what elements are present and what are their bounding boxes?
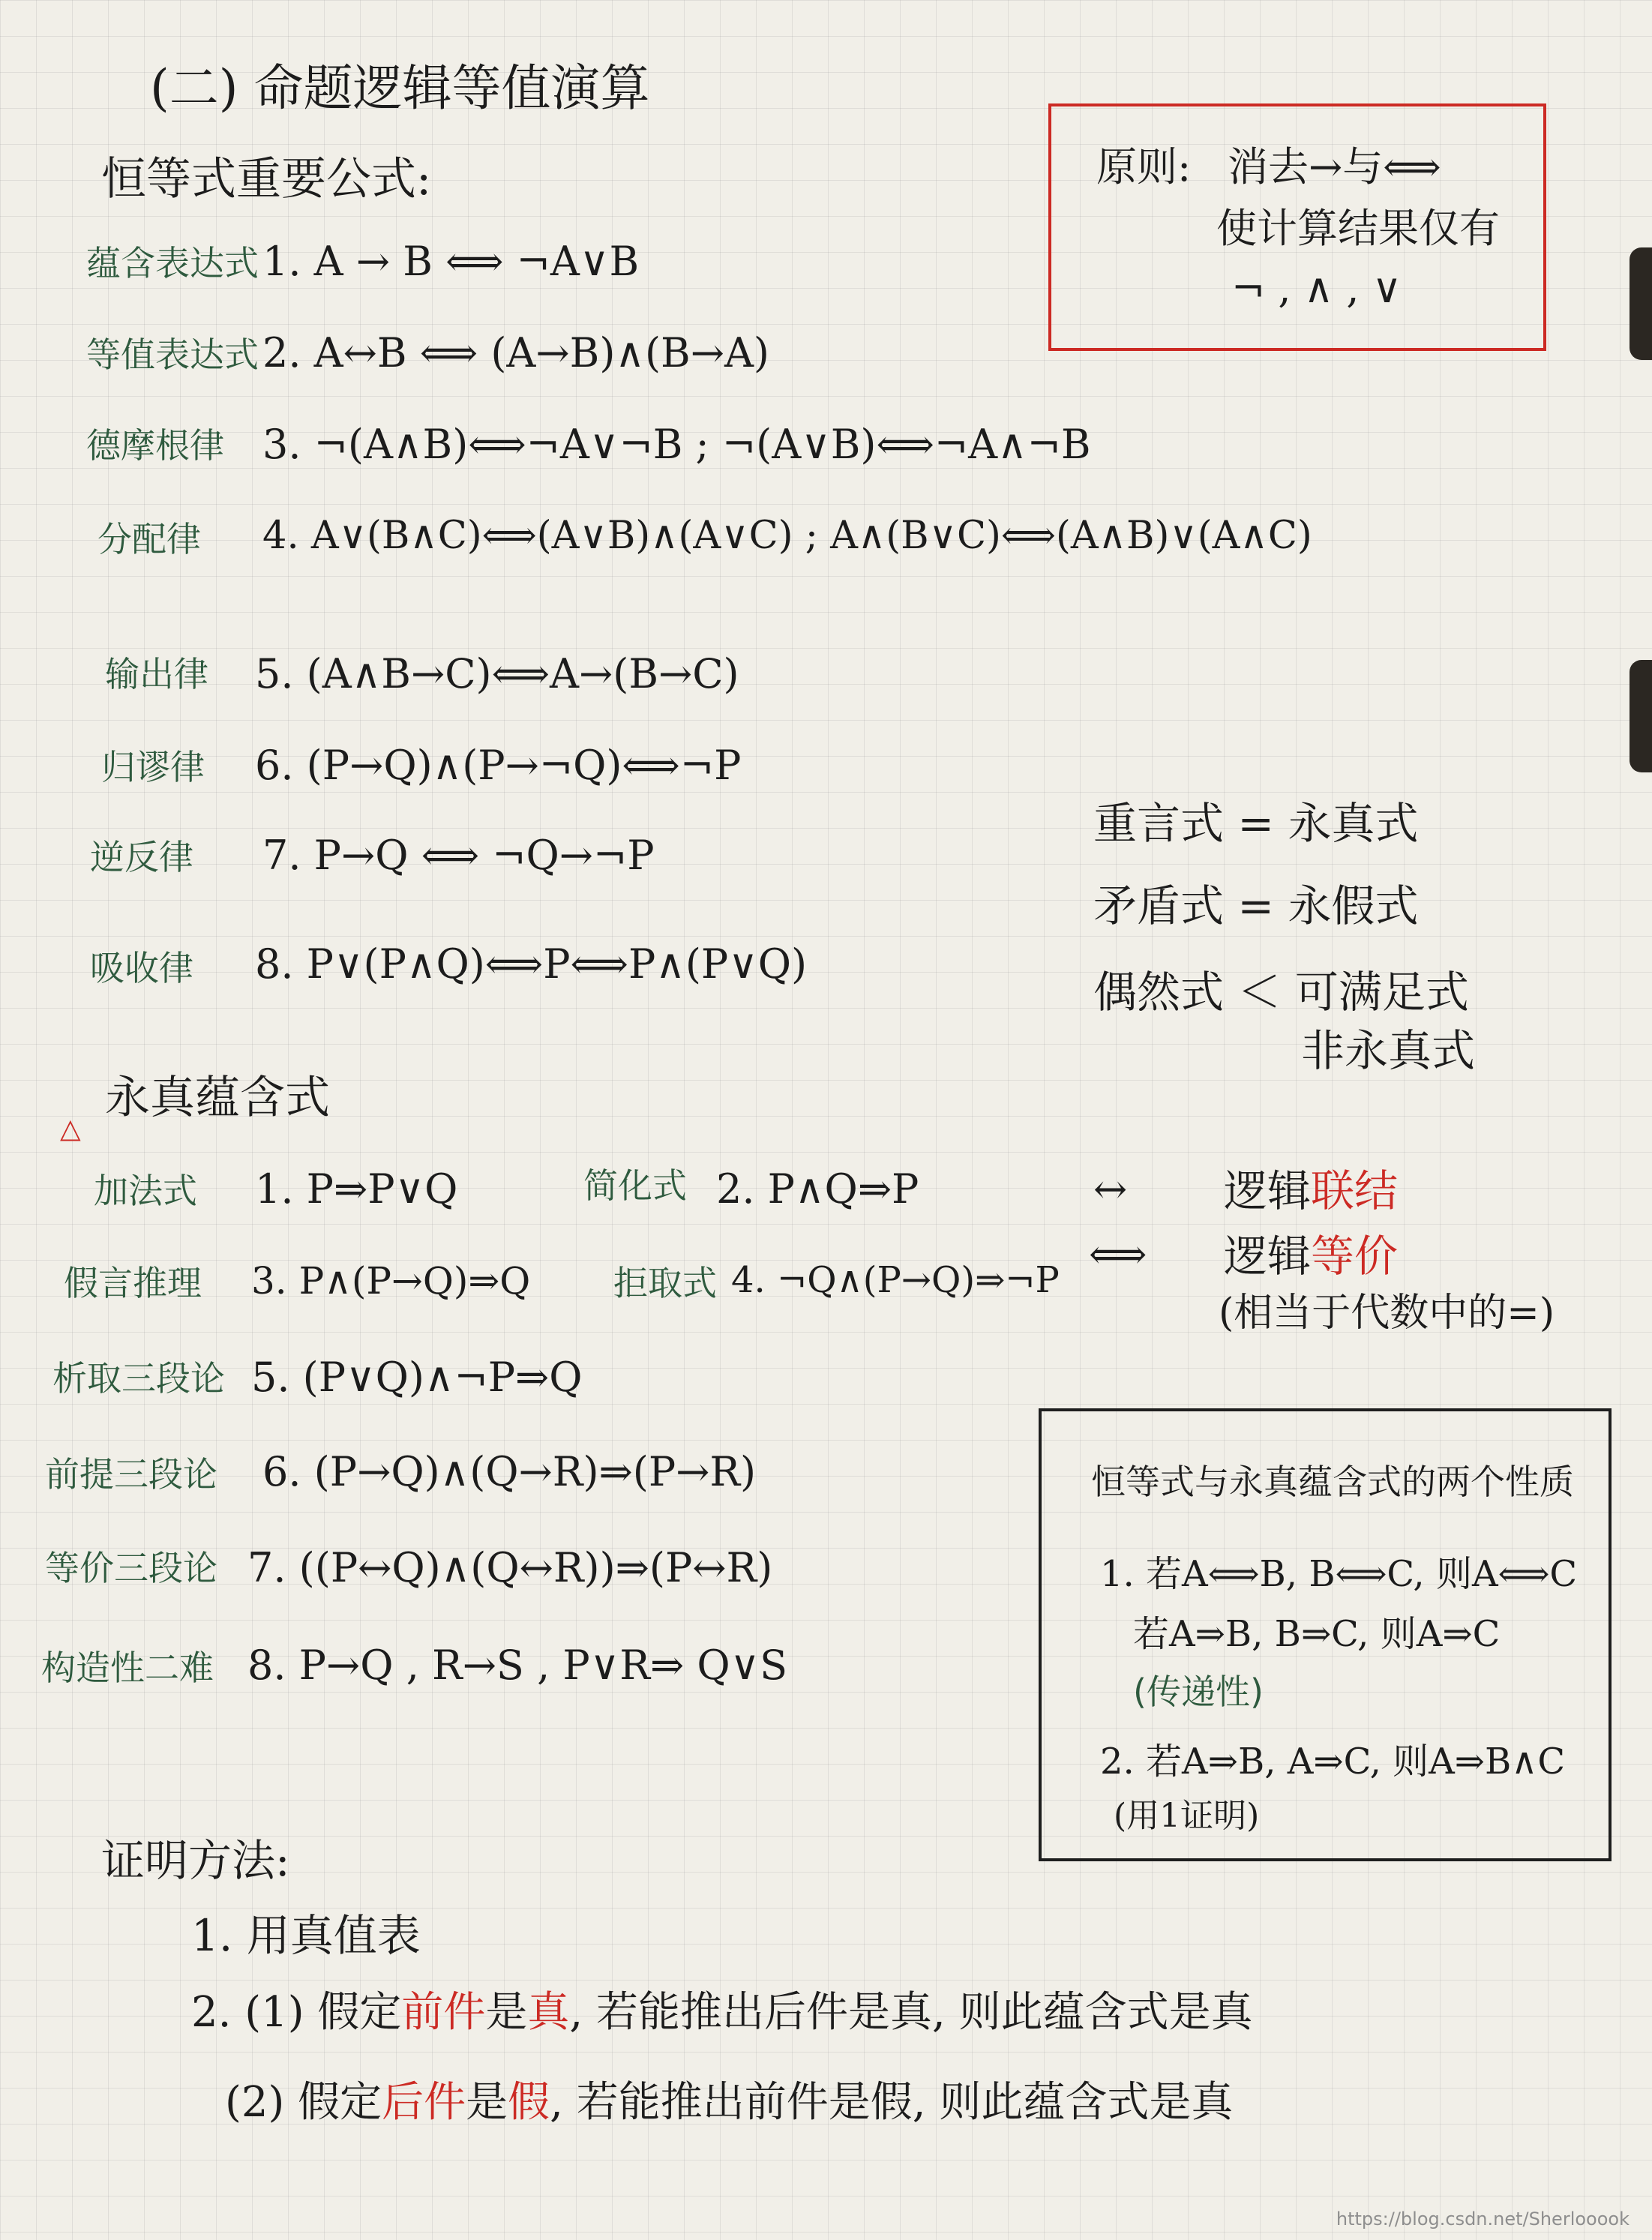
properties-title: 恒等式与永真蕴含式的两个性质	[1091, 1462, 1574, 1502]
property-line: 1. 若A⟺B, B⟺C, 则A⟺C	[1100, 1553, 1578, 1595]
equivalence-name: 输出律	[105, 654, 208, 694]
equivalence-formula: 5. (A∧B→C)⟺A→(B→C)	[255, 650, 739, 697]
implication-name: 加法式	[94, 1171, 197, 1211]
proof-highlight: 真	[527, 1988, 570, 2037]
connective-note	[1224, 1166, 1398, 1216]
proof-text: 是	[485, 1988, 528, 2037]
proof-methods-heading: 证明方法:	[101, 1835, 290, 1886]
triangle-mark: △	[60, 1114, 81, 1144]
property-note: (传递性)	[1133, 1672, 1264, 1712]
proof-highlight: 前件	[401, 1988, 486, 2037]
proof-method-1: 1. 用真值表	[191, 1910, 421, 1961]
implication-name: 拒取式	[613, 1263, 717, 1303]
formula-type-contingent: 偶然式 ＜ 可满足式	[1093, 967, 1469, 1018]
property-line: 若A⇒B, B⇒C, 则A⇒C	[1133, 1613, 1501, 1655]
connective-symbol: ⟺	[1089, 1231, 1147, 1278]
connective-note-text: 逻辑	[1224, 1165, 1312, 1216]
equivalence-formula: 8. P∨(P∧Q)⟺P⟺P∧(P∨Q)	[255, 940, 808, 988]
connective-symbol: ↔	[1093, 1165, 1128, 1213]
equivalence-name: 吸收律	[90, 948, 193, 988]
equivalence-name: 分配律	[97, 519, 201, 559]
connective-note-text: 逻辑	[1224, 1231, 1312, 1282]
formula-type-tautology: 重言式 = 永真式	[1093, 798, 1419, 849]
properties-box	[1039, 1408, 1612, 1861]
implication-name: 前提三段论	[45, 1454, 217, 1495]
implication-formula: 5. (P∨Q)∧¬P⇒Q	[251, 1354, 583, 1401]
implication-formula: 1. P⇒P∨Q	[255, 1165, 458, 1213]
principle-line3: ¬ , ∧ , ∨	[1231, 265, 1402, 312]
implication-formula: 7. ((P↔Q)∧(Q↔R))⇒(P↔R)	[247, 1544, 773, 1591]
implication-formula: 8. P→Q , R→S , P∨R⇒ Q∨S	[247, 1642, 788, 1689]
principle-box	[1048, 103, 1546, 351]
implication-formula: 2. P∧Q⇒P	[716, 1165, 919, 1213]
principle-label: 原则:	[1096, 143, 1192, 190]
equivalence-formula: 6. (P→Q)∧(P→¬Q)⟺¬P	[255, 742, 742, 789]
connective-note-aside: (相当于代数中的=)	[1219, 1291, 1555, 1336]
implication-name: 等价三段论	[45, 1548, 217, 1588]
section-implications-heading: 永真蕴含式	[105, 1072, 330, 1124]
principle-line1: 消去→与⟺	[1228, 143, 1441, 190]
equivalence-formula: 4. A∨(B∧C)⟺(A∨B)∧(A∨C) ; A∧(B∨C)⟺(A∧B)∨(A∧C)	[262, 514, 1312, 558]
proof-highlight: 假	[508, 2078, 550, 2127]
binder-hole	[1630, 247, 1652, 360]
proof-text: (2) 假定	[225, 2078, 382, 2127]
implication-name: 假言推理	[64, 1263, 202, 1303]
equivalence-formula: 1. A → B ⟺ ¬A∨B	[262, 238, 640, 285]
equivalence-name: 蕴含表达式	[86, 243, 259, 283]
proof-text: , 若能推出后件是真, 则此蕴含式是真	[569, 1988, 1253, 2037]
binder-hole	[1630, 660, 1652, 772]
equivalence-name: 等值表达式	[86, 334, 259, 375]
equivalence-formula: 7. P→Q ⟺ ¬Q→¬P	[262, 832, 655, 879]
equivalence-name: 逆反律	[90, 837, 193, 877]
formula-type-contradiction: 矛盾式 = 永假式	[1093, 880, 1419, 931]
formula-type-nontautology: 非永真式	[1301, 1025, 1476, 1076]
section-equivalences-heading: 恒等式重要公式:	[101, 153, 432, 205]
proof-text: 是	[466, 2078, 508, 2127]
equivalence-formula: 3. ¬(A∧B)⟺¬A∨¬B ; ¬(A∨B)⟺¬A∧¬B	[262, 421, 1091, 468]
equivalence-name: 归谬律	[101, 747, 205, 787]
watermark: https://blog.csdn.net/Sherlooook	[1336, 2209, 1630, 2230]
connective-note	[1224, 1231, 1398, 1282]
proof-method-2b	[225, 2079, 1233, 2127]
implication-formula: 3. P∧(P→Q)⇒Q	[251, 1259, 531, 1303]
proof-highlight: 后件	[382, 2078, 466, 2127]
implication-formula: 4. ¬Q∧(P→Q)⇒¬P	[731, 1259, 1060, 1301]
implication-name: 析取三段论	[52, 1358, 225, 1399]
connective-note-highlight: 联结	[1311, 1165, 1399, 1216]
proof-method-2a	[191, 1989, 1253, 2037]
implication-name: 构造性二难	[41, 1648, 214, 1688]
implication-formula: 6. (P→Q)∧(Q→R)⇒(P→R)	[262, 1448, 757, 1495]
page-title: (二) 命题逻辑等值演算	[150, 59, 650, 117]
property-note: (用1证明)	[1114, 1797, 1260, 1835]
implication-name: 简化式	[583, 1165, 687, 1206]
equivalence-formula: 2. A↔B ⟺ (A→B)∧(B→A)	[262, 329, 770, 376]
proof-text: 2. (1) 假定	[191, 1988, 402, 2037]
property-line: 2. 若A⇒B, A⇒C, 则A⇒B∧C	[1100, 1741, 1566, 1783]
connective-note-highlight: 等价	[1311, 1231, 1399, 1282]
equivalence-name: 德摩根律	[86, 425, 224, 466]
proof-text: , 若能推出前件是假, 则此蕴含式是真	[550, 2078, 1234, 2127]
principle-line2: 使计算结果仅有	[1216, 205, 1500, 252]
